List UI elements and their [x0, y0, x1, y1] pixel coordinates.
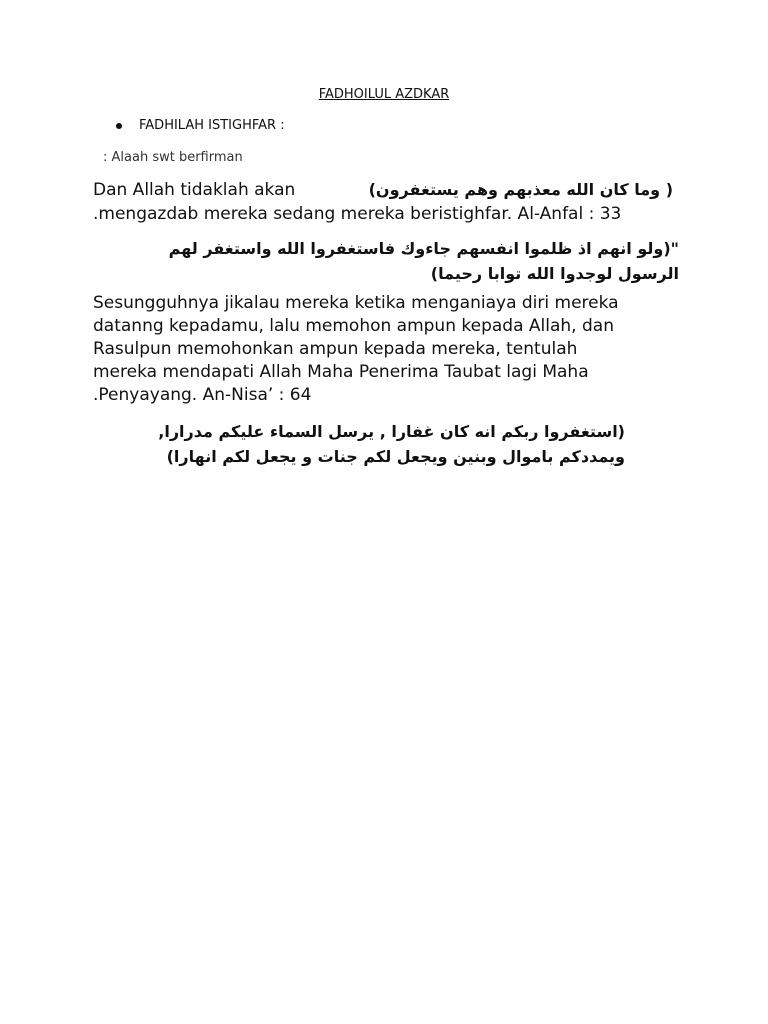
paragraph-nisa — [93, 292, 693, 407]
arabic-verse-nuh-line2: ويمددكم باموال وبنين ويجعل لكم جنات و يجعل لكم انهارا) — [166, 447, 625, 466]
paragraph-anfal — [93, 178, 693, 226]
bullet-icon — [116, 123, 122, 129]
paragraph-nisa-line1: Sesungguhnya jikalau mereka ketika menganiaya diri mereka — [93, 293, 619, 313]
arabic-verse-nuh — [95, 419, 625, 469]
arabic-verse-nuh-line1: (استغفروا ربكم انه كان غفارا , يرسل السماء عليكم مدرارا, — [158, 422, 625, 441]
bullet-heading — [116, 118, 285, 133]
arabic-inline-verse: ( وما كان الله معذبهم وهم يستغفرون) — [368, 180, 673, 199]
intro-text: : Alaah swt berfirman — [103, 150, 243, 165]
bullet-heading-text: FADHILAH ISTIGHFAR : — [139, 118, 285, 133]
document-title: FADHOILUL AZDKAR — [318, 87, 450, 102]
paragraph-anfal-line2: .mengazdab mereka sedang mereka beristighfar. Al-Anfal : 33 — [93, 204, 622, 224]
paragraph-nisa-line3: Rasulpun memohonkan ampun kepada mereka, tentulah — [93, 339, 578, 359]
arabic-verse-nisa — [95, 236, 679, 286]
paragraph-nisa-line4: mereka mendapati Allah Maha Penerima Taubat lagi Maha — [93, 362, 589, 382]
paragraph-nisa-line5: .Penyayang. An-Nisa’ : 64 — [93, 385, 312, 405]
paragraph-nisa-line2: datanng kepadamu, lalu memohon ampun kepada Allah, dan — [93, 316, 614, 336]
paragraph-anfal-line1: Dan Allah tidaklah akan — [93, 180, 296, 200]
arabic-verse-nisa-line1: "(ولو انهم اذ ظلموا انفسهم جاءوك فاستغفروا الله واستغفر لهم — [168, 239, 679, 258]
arabic-verse-nisa-line2: الرسول لوجدوا الله توابا رحيما) — [430, 264, 679, 283]
